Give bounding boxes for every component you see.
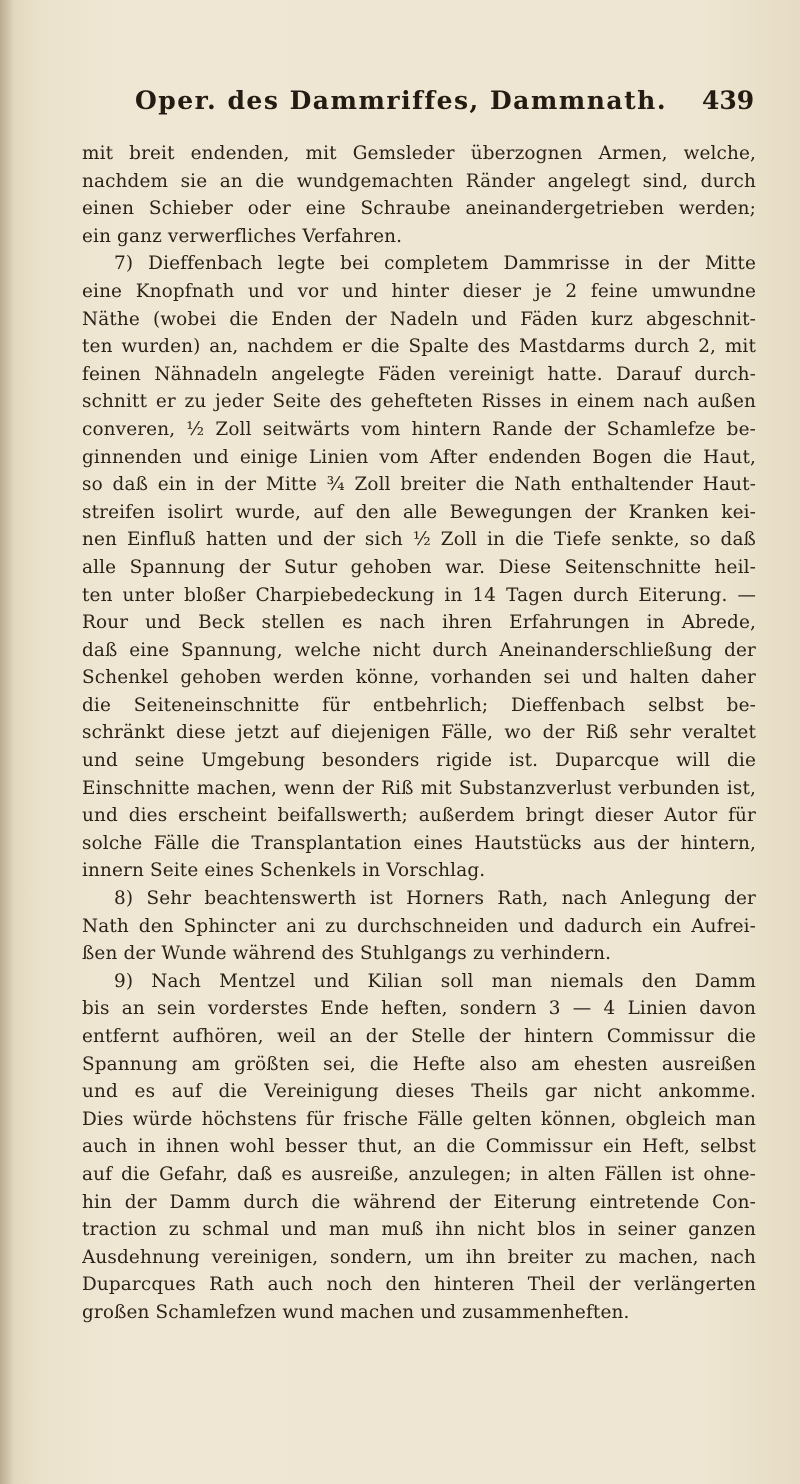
text-line: alle Spannung der Sutur gehoben war. Diese Seitenschnitte heil- [82, 556, 756, 578]
text-line: Dies würde höchstens für frische Fälle gelten können, obgleich man [82, 1108, 756, 1130]
text-line: Einschnitte machen, wenn der Riß mit Substanzverlust verbunden ist, [82, 777, 756, 799]
text-line: hin der Damm durch die während der Eiterung eintretende Con- [82, 1191, 756, 1213]
text-line: schnitt er zu jeder Seite des gehefteten Risses in einem nach außen [82, 391, 756, 413]
text-line: ten wurden) an, nachdem er die Spalte des Mastdarms durch 2, mit [82, 336, 756, 358]
text-line: einen Schieber oder eine Schraube aneinandergetrieben werden; [82, 198, 756, 220]
text-line: Schenkel gehoben werden könne, vorhanden sei und halten daher [82, 667, 756, 689]
text-line: streifen isolirt wurde, auf den alle Bewegungen der Kranken kei- [82, 501, 756, 523]
text-line: ten unter bloßer Charpiebedeckung in 14 Tagen durch Eiterung. — [82, 584, 756, 606]
text-line: so daß ein in der Mitte ¾ Zoll breiter die Nath enthaltender Haut- [82, 474, 756, 496]
text-line: 9) Nach Mentzel und Kilian soll man niemals den Damm [114, 970, 756, 992]
text-line: solche Fälle die Transplantation eines Hautstücks aus der hintern, [82, 832, 756, 854]
text-line: ginnenden und einige Linien vom After endenden Bogen die Haut, [82, 446, 756, 468]
text-line: und dies erscheint beifallswerth; außerdem bringt dieser Autor für [82, 805, 756, 827]
text-line: entfernt aufhören, weil an der Stelle der hintern Commissur die [82, 1026, 756, 1047]
text-line: eine Knopfnath und vor und hinter dieser je 2 feine umwundne [82, 280, 756, 302]
text-line: auch in ihnen wohl besser thut, an die Commissur ein Heft, selbst [82, 1136, 756, 1158]
page-number: 439 [702, 86, 755, 115]
text-line: nen Einfluß hatten und der sich ½ Zoll in die Tiefe senkte, so daß [82, 529, 756, 551]
text-line: auf die Gefahr, daß es ausreiße, anzulegen; in alten Fällen ist ohne- [82, 1163, 756, 1185]
text-line: und es auf die Vereinigung dieses Theils gar nicht ankomme. [82, 1081, 756, 1103]
text-line: 8) Sehr beachtenswerth ist Horners Rath, nach Anlegung der [114, 888, 756, 910]
text-line: ein ganz verwerfliches Verfahren. [82, 225, 403, 247]
text-line: Spannung am größten sei, die Hefte also am ehesten ausreißen [82, 1053, 756, 1075]
text-line: ßen der Wunde während des Stuhlgangs zu verhindern. [82, 943, 612, 965]
text-line: Duparcques Rath auch noch den hinteren Theil der verlängerten [82, 1274, 756, 1296]
text-line: schränkt diese jetzt auf diejenigen Fälle, wo der Riß sehr veraltet [82, 722, 756, 744]
text-line: 7) Dieffenbach legte bei completem Dammrisse in der Mitte [114, 253, 756, 275]
text-line: die Seiteneinschnitte für entbehrlich; Dieffenbach selbst be- [82, 694, 756, 716]
text-line: innern Seite eines Schenkels in Vorschlag. [82, 860, 486, 882]
page-header [0, 86, 800, 126]
body-text [82, 140, 756, 1327]
text-line: feinen Nähnadeln angelegte Fäden vereinigt hatte. Darauf durch- [82, 363, 756, 385]
text-line: mit breit endenden, mit Gemsleder überzognen Armen, welche, [82, 143, 756, 164]
text-line: Ausdehnung vereinigen, sondern, um ihn breiter zu machen, nach [82, 1246, 756, 1268]
running-head: Oper. des Dammriffes, Dammnath. [135, 86, 668, 115]
text-line: nachdem sie an die wundgemachten Ränder angelegt sind, durch [82, 170, 756, 192]
text-line: traction zu schmal und man muß ihn nicht blos in seiner ganzen [82, 1219, 756, 1241]
text-line: Näthe (wobei die Enden der Nadeln und Fäden kurz abgeschnit- [82, 308, 756, 330]
text-line: und seine Umgebung besonders rigide ist. Duparcque will die [82, 750, 756, 772]
text-line: converen, ½ Zoll seitwärts vom hintern Rande der Schamlefze be- [82, 418, 756, 440]
text-line: daß eine Spannung, welche nicht durch Aneinanderschließung der [82, 639, 756, 661]
text-line: bis an sein vorderstes Ende heften, sondern 3 — 4 Linien davon [82, 998, 756, 1020]
text-line: Nath den Sphincter ani zu durchschneiden und dadurch ein Aufrei- [82, 915, 756, 937]
text-line: großen Schamlefzen wund machen und zusammenheften. [82, 1301, 630, 1323]
text-line: Rour und Beck stellen es nach ihren Erfahrungen in Abrede, [82, 612, 756, 634]
binding-shadow [0, 0, 14, 1484]
